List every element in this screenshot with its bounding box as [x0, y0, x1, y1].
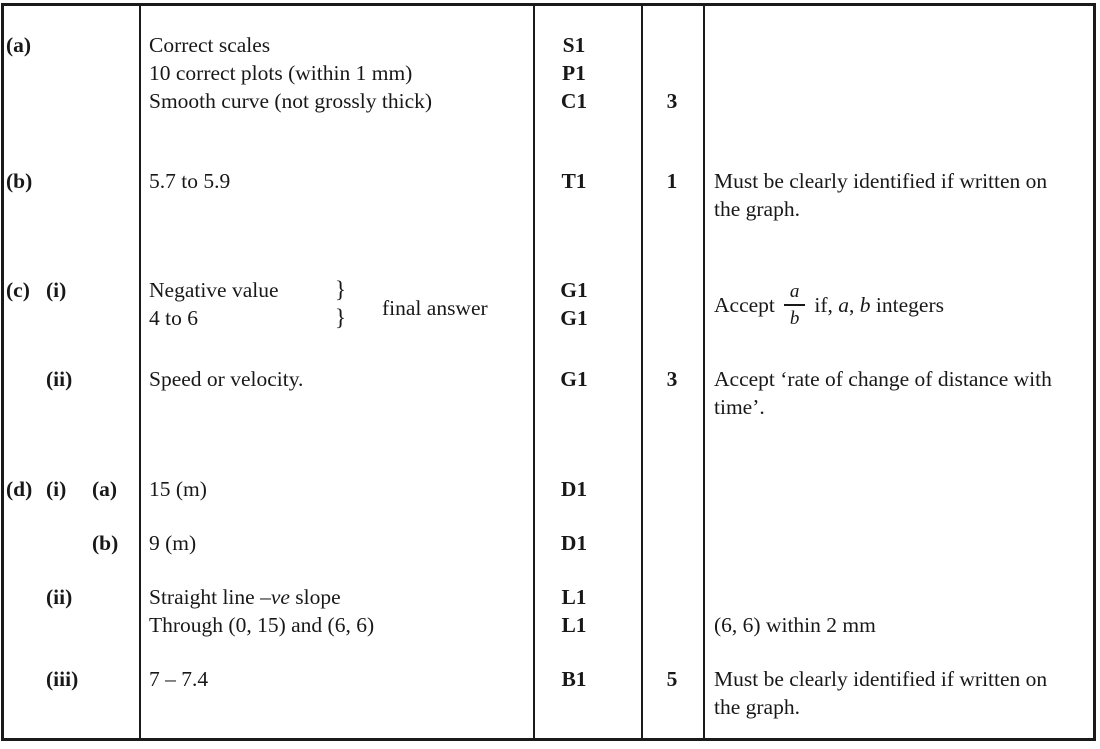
row-ci-answer-text-2: 4 to 6: [149, 306, 198, 330]
row-ci-brace-1: }: [335, 277, 347, 302]
row-a-answer-line-1: Correct scales: [149, 33, 271, 57]
row-a-answer: [149, 31, 432, 115]
row-b-total: 1: [666, 169, 678, 193]
row-ci-comment-prefix: Accept: [714, 292, 775, 317]
row-b-answer: 5.7 to 5.9: [149, 169, 231, 193]
row-ci-mark-2: G1: [560, 306, 588, 330]
row-cii-answer: Speed or velocity.: [149, 367, 304, 391]
col-divider-total-comment: [703, 6, 705, 738]
row-dii-line1-pre: Straight line: [149, 585, 261, 609]
row-dib-mark: D1: [560, 531, 588, 555]
row-ci-comment-mid: if,: [814, 292, 839, 317]
row-dii-line1-post: slope: [289, 585, 341, 609]
row-dia-part-label: (d): [6, 477, 33, 501]
row-a-mark-2: P1: [562, 61, 586, 85]
row-dii-line1-italic: –ve: [260, 585, 290, 609]
row-ci-answer-text-1: Negative value: [149, 278, 279, 302]
row-diii-sub-label: (iii): [46, 667, 79, 691]
row-ci-answer-line-2: [149, 304, 347, 332]
row-ci-part-label: (c): [6, 278, 30, 302]
row-ci-comment-tail: [814, 293, 944, 318]
row-dib-subsub-label: (b): [92, 531, 119, 555]
row-cii-comment: [714, 365, 1052, 421]
row-ci-comment-var-a: a: [838, 292, 850, 317]
row-b-part-label: (b): [6, 169, 33, 193]
row-ci-answer-line-1: [149, 276, 347, 304]
row-dia-sub-label: (i): [46, 477, 67, 501]
row-diii-comment-line-2: the graph.: [714, 695, 800, 719]
row-cii-mark: G1: [560, 367, 588, 391]
row-dia-subsub-label: (a): [92, 477, 118, 501]
row-ci-comment: [714, 276, 944, 334]
row-ci-mark-1: G1: [560, 278, 588, 302]
row-dia-answer: 15 (m): [149, 477, 207, 501]
row-b-mark: T1: [561, 169, 587, 193]
row-cii-comment-line-1: Accept ‘rate of change of distance with: [714, 367, 1052, 391]
row-ci-brace-2: }: [335, 305, 347, 330]
row-a-mark-1: S1: [562, 33, 586, 57]
row-ci-marks: [533, 276, 615, 332]
row-a-part-label: (a): [6, 33, 32, 57]
row-ci-sub-label: (i): [46, 278, 67, 302]
row-dia-mark: D1: [560, 477, 588, 501]
row-ci-comment-var-b: b: [859, 292, 871, 317]
row-cii-total: 3: [666, 367, 678, 391]
row-b-comment-line-1: Must be clearly identified if written on: [714, 169, 1048, 193]
row-dii-mark-1: L1: [561, 585, 587, 609]
row-diii-comment: [714, 665, 1047, 721]
row-a-total: 3: [666, 89, 678, 113]
row-dii-comment: (6, 6) within 2 mm: [714, 613, 876, 637]
fraction-numerator: a: [789, 281, 800, 302]
row-b-comment-line-2: the graph.: [714, 197, 800, 221]
row-a-answer-line-3: Smooth curve (not grossly thick): [149, 89, 433, 113]
row-dii-mark-2: L1: [561, 613, 587, 637]
row-diii-mark: B1: [561, 667, 587, 691]
row-dib-answer: 9 (m): [149, 531, 197, 555]
row-diii-answer: 7 – 7.4: [149, 667, 209, 691]
row-ci-answer: [149, 276, 347, 332]
row-dii-answer-line-2: Through (0, 15) and (6, 6): [149, 613, 375, 637]
row-cii-comment-line-2: time’.: [714, 395, 765, 419]
row-cii-sub-label: (ii): [46, 367, 73, 391]
fraction-denominator: b: [784, 304, 806, 328]
row-ci-comment-suffix: integers: [870, 292, 944, 317]
row-b-comment: [714, 167, 1047, 223]
row-diii-comment-line-1: Must be clearly identified if written on: [714, 667, 1048, 691]
row-ci-comment-separator: ,: [849, 292, 860, 317]
row-a-answer-line-2: 10 correct plots (within 1 mm): [149, 61, 413, 85]
row-dii-answer-line-1: [149, 583, 374, 611]
row-dii-answer: [149, 583, 374, 639]
fraction-a-over-b: [784, 282, 806, 328]
row-diii-total: 5: [666, 667, 678, 691]
row-dii-sub-label: (ii): [46, 585, 73, 609]
row-ci-brace-note: final answer: [382, 296, 488, 320]
row-a-marks: [533, 31, 615, 115]
row-a-mark-3: C1: [560, 89, 588, 113]
col-divider-parts-answer: [139, 6, 141, 738]
row-dii-marks: [533, 583, 615, 639]
